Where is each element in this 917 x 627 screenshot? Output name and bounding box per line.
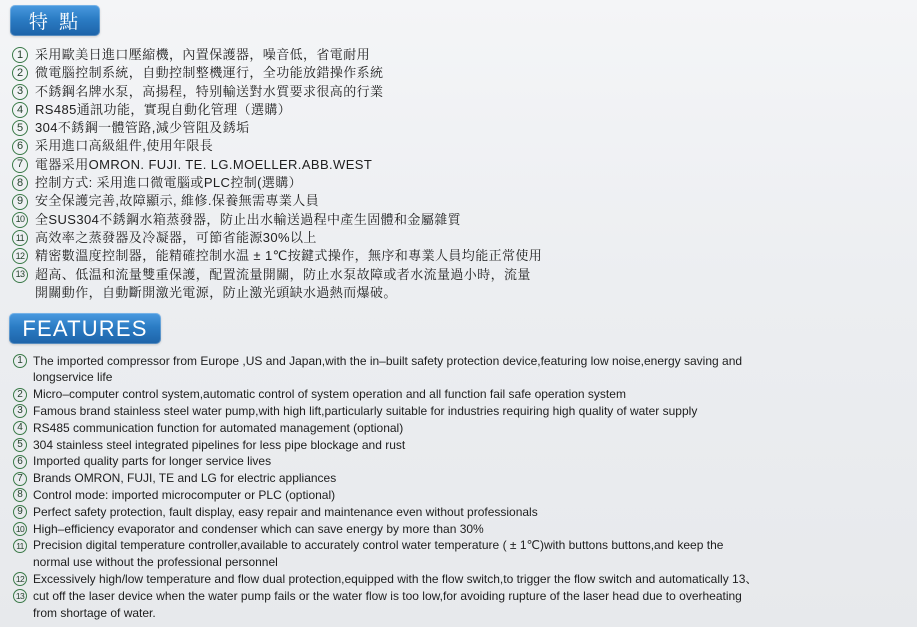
cn-list-item xyxy=(12,266,542,303)
item-text-line: 304不銹鋼一體管路,減少管阻及銹垢 xyxy=(35,120,250,136)
item-number-circle: 1 xyxy=(12,47,28,63)
cn-list-item xyxy=(12,247,542,265)
item-number-circle: 13 xyxy=(12,267,28,283)
item-number-circle: 4 xyxy=(13,421,27,435)
item-number-circle: 10 xyxy=(12,212,28,228)
item-text-line: 不銹鋼名牌水泵，高揚程，特别輸送對水質要求很高的行業 xyxy=(35,83,384,99)
en-list-item xyxy=(13,504,757,521)
item-text-line: RS485 communication function for automated management (optional) xyxy=(33,420,404,435)
item-text xyxy=(35,174,302,192)
item-number-circle: 12 xyxy=(12,248,28,264)
item-text xyxy=(33,453,271,470)
item-text xyxy=(33,487,335,504)
cn-list-item xyxy=(12,83,542,101)
item-text-line: High–efficiency evaporator and condenser which can save energy by more than 30% xyxy=(33,521,484,536)
item-text-line: Perfect safety protection, fault display, easy repair and maintenance even without professionals xyxy=(33,504,538,519)
item-text-line: Excessively high/low temperature and flow dual protection,equipped with the flow switch,to trigger the flow switch and automatically 13、 xyxy=(33,571,758,586)
item-number-circle: 6 xyxy=(13,455,27,469)
item-text xyxy=(33,386,626,403)
item-text xyxy=(35,83,383,101)
item-number-circle: 10 xyxy=(13,522,27,536)
item-text xyxy=(35,247,542,265)
item-text xyxy=(33,537,723,571)
item-text xyxy=(35,137,213,155)
item-text-line: 全SUS304不銹鋼水箱蒸發器，防止出水輸送過程中產生固體和金屬雜質 xyxy=(35,211,462,227)
item-text-line: Control mode: imported microcomputer or PLC (optional) xyxy=(33,487,336,502)
item-number-circle: 9 xyxy=(13,505,27,519)
section-title-features-en: FEATURES xyxy=(9,313,161,344)
item-text xyxy=(33,420,403,437)
item-text-line: Precision digital temperature controller,available to accurately control water temperature ( ± 1℃)with buttons buttons,and keep the xyxy=(33,538,724,553)
item-text xyxy=(35,266,531,303)
cn-list-item xyxy=(12,211,542,229)
item-text-line: Brands OMRON, FUJI, TE and LG for electric appliances xyxy=(33,471,337,486)
item-text-line: 控制方式: 采用進口微電腦或PLC控制(選購） xyxy=(35,175,303,191)
item-text xyxy=(35,192,319,210)
item-text-line: 精密數溫度控制器，能精確控制水温 ± 1℃按鍵式操作，無序和專業人員均能正常使用 xyxy=(35,248,543,264)
item-number-circle: 13 xyxy=(13,589,27,603)
item-text-line: 高效率之蒸發器及冷凝器，可節省能源30%以上 xyxy=(35,229,317,245)
item-text-line: RS485通訊功能，實現自動化管理（選購） xyxy=(35,101,292,117)
feature-list-cn xyxy=(12,46,542,302)
item-text-line: Micro–computer control system,automatic control of system operation and all function fail safe operation system xyxy=(33,387,626,402)
item-number-circle: 1 xyxy=(13,354,27,368)
item-number-circle: 8 xyxy=(12,175,28,191)
cn-list-item xyxy=(12,156,542,174)
cn-list-item xyxy=(12,119,542,137)
en-list-item xyxy=(13,420,757,437)
item-number-circle: 3 xyxy=(13,404,27,418)
item-text-line: 采用歐美日進口壓縮機，內置保護器，噪音低，省電耐用 xyxy=(35,47,371,62)
en-list-item xyxy=(13,487,757,504)
item-text-line: Famous brand stainless steel water pump,with high lift,particularly suitable for industries requiring high quality of water supply xyxy=(33,403,698,418)
item-text-line: 超高、低温和流量雙重保護，配置流量開關，防止水泵故障或者水流量過小時，流量 xyxy=(35,266,531,282)
item-text xyxy=(33,588,742,622)
item-text-line: cut off the laser device when the water pump fails or the water flow is too low,for avoiding rupture of the laser head due to overheating xyxy=(33,588,742,603)
item-number-circle: 7 xyxy=(13,472,27,486)
item-text xyxy=(33,353,742,387)
item-text-line: Imported quality parts for longer service lives xyxy=(33,454,272,469)
en-list-item xyxy=(13,588,757,622)
item-text xyxy=(35,119,250,137)
item-text-line: from shortage of water. xyxy=(33,605,156,620)
item-text-line: 電器采用OMRON. FUJI. TE. LG.MOELLER.ABB.WEST xyxy=(35,156,373,172)
en-list-item xyxy=(13,571,757,588)
item-text xyxy=(33,521,484,538)
cn-list-item xyxy=(12,137,542,155)
item-number-circle: 3 xyxy=(12,84,28,100)
cn-list-item xyxy=(12,64,542,82)
section-title-features-cn: 特 點 xyxy=(10,5,100,36)
item-text xyxy=(35,156,372,174)
en-list-item xyxy=(13,537,757,571)
en-list-item xyxy=(13,470,757,487)
item-number-circle: 4 xyxy=(12,102,28,118)
item-text-line: The imported compressor from Europe ,US and Japan,with the in–built safety protection device,featuring low noise,energy saving and xyxy=(33,353,743,368)
item-number-circle: 7 xyxy=(12,157,28,173)
item-text-line: 采用進口高級組件,使用年限長 xyxy=(35,138,214,154)
item-text xyxy=(33,504,538,521)
item-number-circle: 2 xyxy=(12,65,28,81)
item-text xyxy=(35,46,370,64)
en-list-item xyxy=(13,437,757,454)
item-text xyxy=(33,403,697,420)
en-list-item xyxy=(13,386,757,403)
item-number-circle: 6 xyxy=(12,139,28,155)
en-list-item xyxy=(13,353,757,387)
item-number-circle: 8 xyxy=(13,488,27,502)
item-text-line: longservice life xyxy=(33,370,113,385)
item-text xyxy=(35,64,383,82)
item-text xyxy=(33,437,405,454)
item-number-circle: 9 xyxy=(12,194,28,210)
en-list-item xyxy=(13,521,757,538)
en-list-item xyxy=(13,403,757,420)
item-number-circle: 12 xyxy=(13,572,27,586)
cn-list-item xyxy=(12,101,542,119)
item-text xyxy=(35,211,461,229)
item-number-circle: 2 xyxy=(13,388,27,402)
item-text-line: 微電腦控制系統，自動控制整機運行，全功能放錯操作系統 xyxy=(35,65,384,81)
cn-list-item xyxy=(12,229,542,247)
item-text xyxy=(35,229,317,247)
item-text-line: 開關動作，自動斷開激光電源，防止激光頭缺水過熱而爆破。 xyxy=(35,284,397,300)
item-number-circle: 11 xyxy=(13,539,27,553)
item-text-line: normal use without the professional personnel xyxy=(33,555,278,570)
item-text xyxy=(33,470,336,487)
item-text-line: 安全保護完善,故障顯示, 維修.保養無需專業人員 xyxy=(35,193,320,209)
item-number-circle: 5 xyxy=(12,120,28,136)
item-text xyxy=(35,101,291,119)
item-number-circle: 11 xyxy=(12,230,28,246)
en-list-item xyxy=(13,453,757,470)
feature-list-en xyxy=(13,353,757,622)
item-text-line: 304 stainless steel integrated pipelines for less pipe blockage and rust xyxy=(33,437,406,452)
cn-list-item xyxy=(12,192,542,210)
item-text xyxy=(33,571,757,588)
cn-list-item xyxy=(12,46,542,64)
cn-list-item xyxy=(12,174,542,192)
item-number-circle: 5 xyxy=(13,438,27,452)
